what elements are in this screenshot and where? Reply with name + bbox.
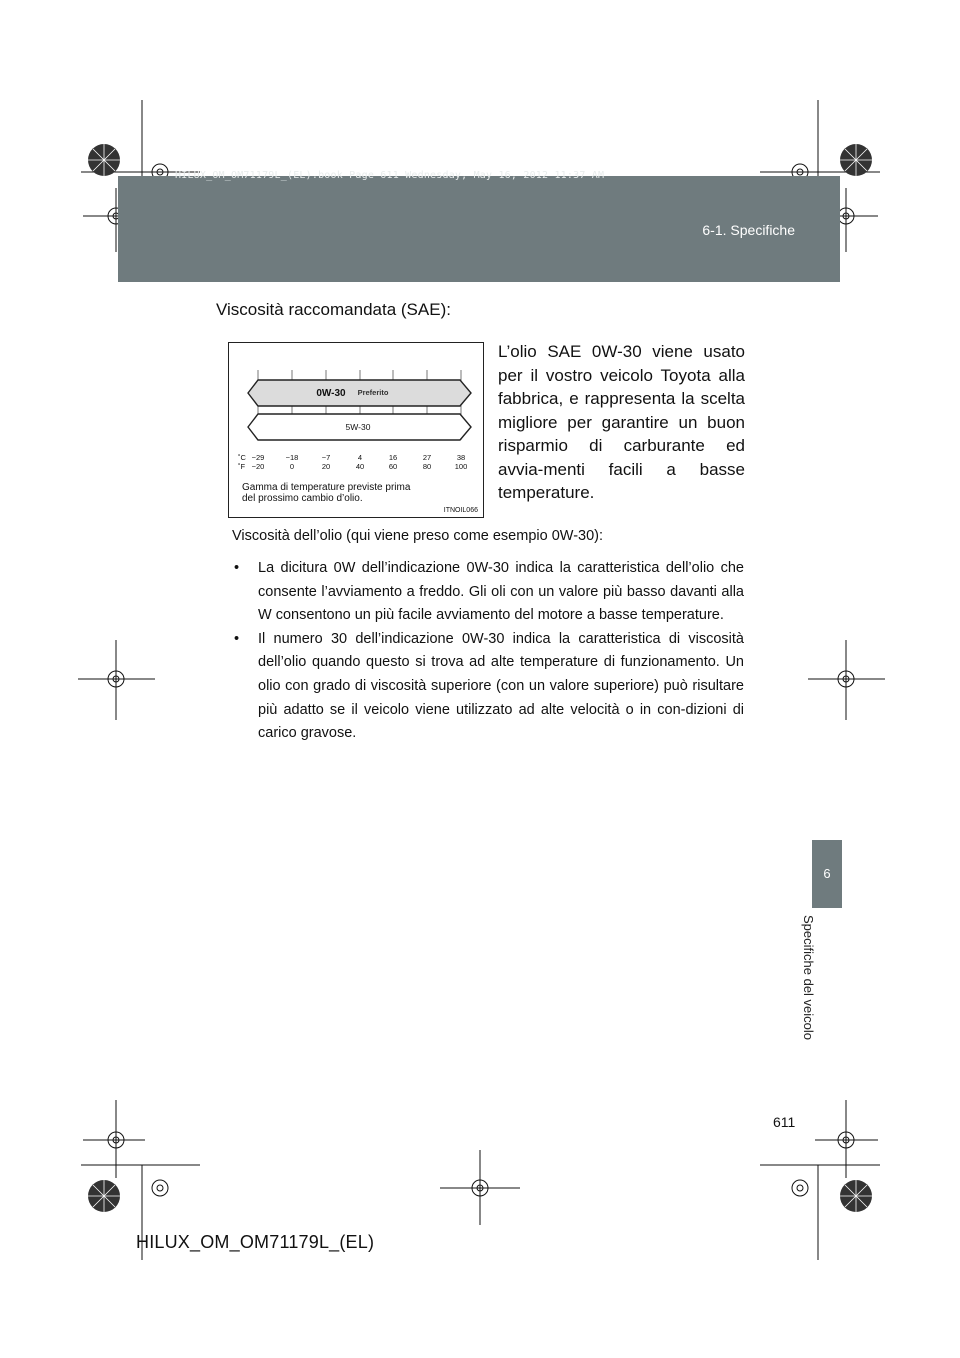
fahrenheit-tick-label: 60 [388,462,398,471]
bar-5w30-label: 5W-30 [345,422,371,432]
footer-document-id: HILUX_OM_OM71179L_(EL) [136,1232,375,1252]
list-item: • La dicitura 0W dell’indicazione 0W-30 indica la caratteristica dell’olio che consente l’avviamento a freddo. Gli oli con un valore più basso davanti alla W consentono un più facile avviamento del motore a basse temperature. [232,557,744,628]
celsius-tick-label: −7 [321,453,331,462]
intro-paragraph: L’olio SAE 0W-30 viene usato per il vostro veicolo Toyota alla fabbrica, e rappresenta la scelta migliore per garantire un buon risparmio di carburante ed avvia-menti facili a basse temperature. [498,342,745,502]
figure-caption-line1: Gamma di temperature previste prima [242,482,411,493]
celsius-unit: ˚C [238,453,246,462]
bar-0w30-label: 0W-30 [316,388,346,399]
fahrenheit-tick-label: −20 [251,462,265,471]
section-title: 6-1. Specifiche [702,222,795,238]
chapter-label: Specifiche del veicolo [801,915,816,1041]
celsius-tick-label: 38 [456,453,466,462]
fahrenheit-unit: ˚F [238,462,246,471]
bullet-list [232,557,744,746]
viscosity-figure [228,342,484,518]
celsius-tick-label: 16 [388,453,398,462]
chapter-label-vertical [796,915,816,1065]
viscosity-intro: Viscosità dell’olio (qui viene preso come esempio 0W-30): [232,528,604,544]
book-stamp: HILUX_OM_OM71179L_(EL).book Page 611 Wednesday, May 16, 2012 11:37 AM [175,170,605,181]
bar-0w30-tag: Preferito [357,388,389,397]
page-number: 611 [773,1114,796,1130]
figure-caption-line2: del prossimo cambio d’olio. [242,493,363,504]
list-item: • Il numero 30 dell’indicazione 0W-30 indica la caratteristica di viscosità dell’olio quando questo si trova ad alte temperature di funzionamento. Un olio con grado di viscosità superiore (con un valore superiore) può risultare più adatto se il veicolo viene utilizzato ad alte velocità o in con-dizioni di carico gravose. [232,628,744,746]
celsius-tick-label: −29 [251,453,265,462]
chapter-number: 6 [823,866,831,881]
fahrenheit-tick-label: 80 [422,462,432,471]
fahrenheit-tick-label: 100 [454,462,468,471]
fahrenheit-tick-label: 40 [355,462,365,471]
fahrenheit-tick-label: 20 [321,462,331,471]
fahrenheit-tick-label: 0 [289,462,295,471]
section-heading: Viscosità raccomandata (SAE): [216,300,451,319]
celsius-tick-label: 4 [357,453,363,462]
celsius-tick-label: 27 [422,453,432,462]
figure-code: ITNOIL066 [443,507,478,514]
celsius-tick-label: −18 [285,453,299,462]
